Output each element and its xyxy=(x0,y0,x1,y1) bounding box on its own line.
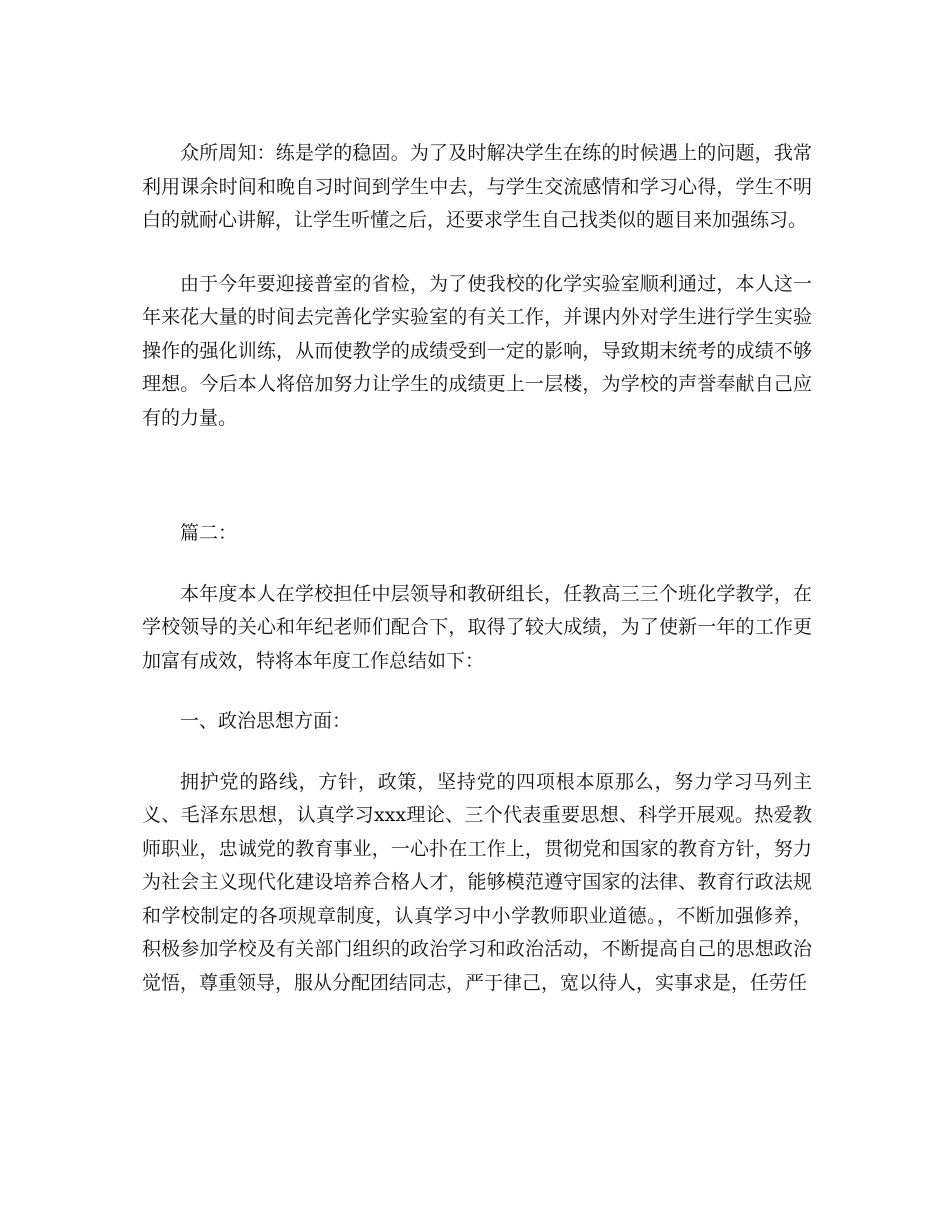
section-heading-part-two: 篇二： xyxy=(180,522,238,544)
document-body xyxy=(142,137,812,1000)
paragraph-intro: 本年度本人在学校担任中层领导和教研组长，任教高三三个班化学教学，在学校领导的关心和年纪老师们配合下，取得了较大成绩，为了使新一年的工作更加富有成效，特将本年度工作总结如下： xyxy=(142,582,812,672)
paragraph-spacer xyxy=(142,238,812,268)
section-spacer xyxy=(142,435,812,517)
paragraph-spacer xyxy=(142,551,812,578)
paragraph-lab-inspection: 由于今年要迎接普室的省检，为了使我校的化学实验室顺利通过，本人这一年来花大量的时间去完善化学实验室的有关工作，并课内外对学生进行学生实验操作的强化训练，从而使教学的成绩受到一定的影响，导致期末统考的成绩不够理想。今后本人将倍加努力让学生的成绩更上一层楼，为学校的声誉奉献自己应有的力量。 xyxy=(142,272,812,429)
paragraph-practice: 众所周知：练是学的稳固。为了及时解决学生在练的时候遇上的问题，我常利用课余时间和晚自习时间到学生中去，与学生交流感情和学习心得，学生不明白的就耐心讲解，让学生听懂之后，还要求学生自己找类似的题目来加强练习。 xyxy=(142,142,812,231)
paragraph-political-thought: 拥护党的路线，方针，政策，坚持党的四项根本原那么，努力学习马列主义、毛泽东思想，认真学习xxx理论、三个代表重要思想、科学开展观。热爱教师职业，忠诚党的教育事业，一心扑在工作上，贯彻党和国家的教育方针，努力为社会主义现代化建设培养合格人才，能够模范遵守国家的法律、教育行政法规和学校制定的各项规章制度，认真学习中小学教师职业道德。，不断加强修养，积极参加学校及有关部门组织的政治学习和政治活动，不断提高自己的思想政治觉悟，尊重领导，服从分配团结同志，严于律己，宽以待人，实事求是，任劳任 xyxy=(142,770,812,994)
paragraph-spacer xyxy=(142,739,812,766)
section-heading-political: 一、政治思想方面： xyxy=(180,710,352,732)
paragraph-spacer xyxy=(142,678,812,705)
